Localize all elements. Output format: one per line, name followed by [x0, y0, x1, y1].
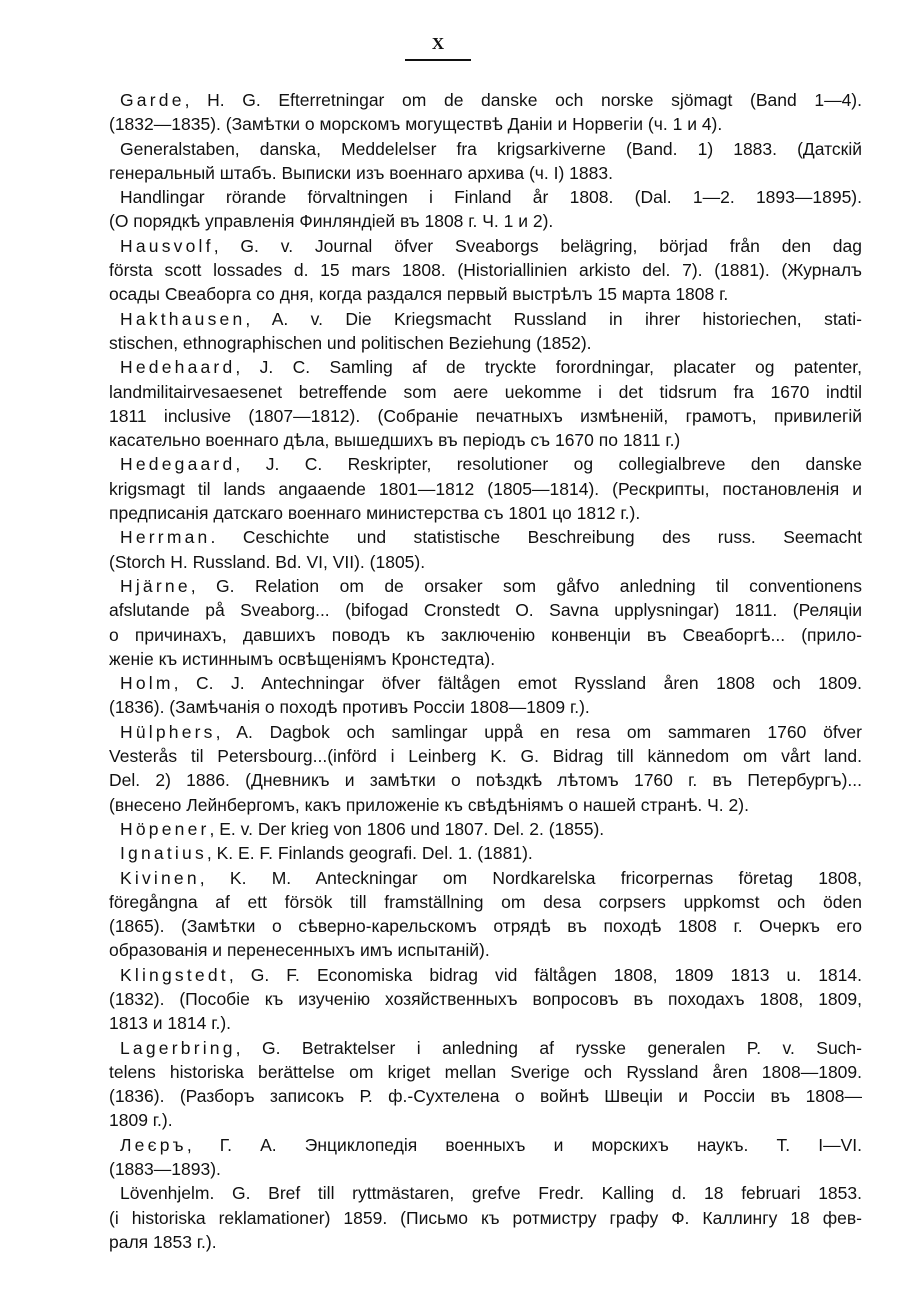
- entry-line: [109, 1206, 862, 1230]
- bibliography-entry: [109, 841, 862, 865]
- entry-author: Herrman: [120, 527, 211, 548]
- entry-line: [109, 501, 862, 525]
- entry-text: , J. C. Samling af de tryckte forordningar, placater og patenter,: [235, 357, 862, 378]
- entry-line: [109, 258, 862, 282]
- entry-text: föregångna af ett försök till framställning om desa corpsers uppkomst och öden: [109, 891, 862, 912]
- entry-text: Handlingar rörande förvaltningen i Finland år 1808. (Dal. 1—2. 1893—1895).: [120, 187, 862, 208]
- entry-text: о причинахъ, давшихъ поводъ къ заключенію конвенціи въ Свеаборгѣ... (прило-: [109, 624, 862, 645]
- entry-author: Garde: [120, 90, 185, 110]
- bibliography-list: [109, 88, 862, 1254]
- entry-line: [109, 866, 862, 890]
- entry-text: (i historiska reklamationer) 1859. (Письмо къ ротмистру графу Ф. Каллингу 18 фев-: [109, 1207, 862, 1228]
- entry-text: (внесено Лейнбергомъ, какъ приложеніе къ свѣдѣніямъ о нашей странѣ. Ч. 2).: [109, 794, 749, 815]
- bibliography-entry: [109, 525, 862, 574]
- entry-author: Kivinen: [120, 867, 200, 888]
- entry-author: Höpener: [120, 818, 210, 839]
- entry-line: [109, 380, 862, 404]
- entry-line: [109, 623, 862, 647]
- entry-line: [109, 112, 862, 136]
- entry-text: Lövenhjelm. G. Bref till ryttmästaren, grefve Fredr. Kalling d. 18 februari 1853.: [120, 1183, 862, 1204]
- entry-text: (1836). (Замѣчанія о походѣ противъ Россіи 1808—1809 г.).: [109, 697, 590, 718]
- entry-line: [109, 428, 862, 452]
- entry-line: [109, 1036, 862, 1060]
- entry-text: , K. E. F. Finlands geografi. Del. 1. (1881).: [206, 843, 533, 864]
- entry-text: , K. M. Anteckningar om Nordkarelska fricorpernas företag 1808,: [199, 867, 862, 888]
- entry-line: [109, 938, 862, 962]
- entry-line: [109, 1230, 862, 1254]
- entry-author: Klingstedt: [120, 964, 229, 985]
- entry-text: Vesterås til Petersbourg...(införd i Leinberg K. G. Bidrag till kännedom om vårt land.: [109, 746, 862, 767]
- bibliography-entry: [109, 574, 862, 671]
- entry-line: [109, 914, 862, 938]
- entry-text: (1883—1893).: [109, 1159, 221, 1180]
- entry-line: [109, 88, 862, 112]
- entry-text: , G. F. Economiska bidrag vid fältågen 1808, 1809 1813 u. 1814.: [228, 964, 862, 985]
- entry-text: . Ceschichte und statistische Beschreibung des russ. Seemacht: [210, 527, 862, 548]
- entry-text: Generalstaben, danska, Meddelelser fra krigsarkiverne (Band. 1) 1883. (Датскій: [120, 138, 862, 159]
- entry-line: [109, 1108, 862, 1132]
- entry-author: Ignatius: [120, 843, 207, 864]
- entry-line: [109, 307, 862, 331]
- bibliography-entry: [109, 671, 862, 720]
- entry-text: krigsmagt til lands angaaende 1801—1812 (1805—1814). (Рескрипты, постановленія и: [109, 478, 862, 499]
- entry-line: [109, 1133, 862, 1157]
- entry-text: afslutande på Sveaborg... (bifogad Cronstedt O. Savna upplysningar) 1811. (Реляціи: [109, 600, 862, 621]
- entry-text: 1811 inclusive (1807—1812). (Собраніе печатныхъ измѣненій, грамотъ, привилегій: [109, 405, 862, 426]
- entry-text: (1832). (Пособіе къ изученію хозяйственныхъ вопросовъ въ походахъ 1808, 1809,: [109, 988, 862, 1009]
- entry-text: första scott lossades d. 15 mars 1808. (Historiallinien arkisto del. 7). (1881). (Журналъ: [109, 260, 862, 281]
- entry-text: landmilitairvesaesenet betreffende som aere uekomme i det tidsrum fra 1670 indtil: [109, 381, 862, 402]
- entry-text: предписанія датскаго военнаго министерства съ 1801 цо 1812 г.).: [109, 503, 641, 524]
- entry-line: [109, 1181, 862, 1205]
- entry-line: [109, 793, 862, 817]
- bibliography-entry: [109, 720, 862, 817]
- entry-line: [109, 744, 862, 768]
- entry-text: , Г. А. Энциклопедія военныхъ и морскихъ наукъ. Т. I—VI.: [186, 1134, 862, 1155]
- entry-text: касательно военнаго дѣла, вышедшихъ въ періодъ съ 1670 по 1811 г.): [109, 430, 681, 451]
- entry-line: [109, 1084, 862, 1108]
- entry-line: [109, 477, 862, 501]
- entry-line: [109, 647, 862, 671]
- bibliography-entry: [109, 1133, 862, 1182]
- page-number: X: [431, 34, 445, 53]
- entry-line: [109, 720, 862, 744]
- entry-line: [109, 331, 862, 355]
- entry-text: (1832—1835). (Замѣтки о морскомъ могуществѣ Даніи и Норвегіи (ч. 1 и 4).: [109, 114, 723, 135]
- entry-line: [109, 598, 862, 622]
- entry-author: Hülphers: [120, 721, 216, 742]
- bibliography-entry: [109, 355, 862, 452]
- bibliography-entry: [109, 817, 862, 841]
- entry-text: , G. Relation om de orsaker som gåfvo anledning til conventionens: [190, 575, 862, 596]
- entry-line: [109, 185, 862, 209]
- entry-author: Hedehaard: [120, 357, 236, 378]
- entry-text: осады Свеаборга со дня, когда раздался первый выстрѣлъ 15 марта 1808 г.: [109, 284, 729, 305]
- entry-line: [109, 695, 862, 719]
- entry-text: , E. v. Der krieg von 1806 und 1807. Del. 2. (1855).: [209, 818, 605, 839]
- entry-line: [109, 452, 862, 476]
- entry-line: [109, 768, 862, 792]
- entry-text: , A. v. Die Kriegsmacht Russland in ihrer historiechen, stati-: [245, 308, 862, 329]
- entry-line: [109, 1011, 862, 1035]
- entry-text: , H. G. Efterretningar om de danske och norske sjömagt (Band 1—4).: [184, 90, 862, 110]
- entry-text: , G. v. Journal öfver Sveaborgs belägring, börjad från den dag: [213, 235, 862, 256]
- entry-line: [109, 963, 862, 987]
- entry-line: [109, 525, 862, 549]
- bibliography-entry: [109, 963, 862, 1036]
- entry-line: [109, 574, 862, 598]
- bibliography-entry: [109, 185, 862, 234]
- entry-line: [109, 137, 862, 161]
- entry-text: раля 1853 г.).: [109, 1231, 217, 1252]
- entry-author: Леєръ: [120, 1134, 187, 1155]
- entry-line: [109, 550, 862, 574]
- bibliography-entry: [109, 866, 862, 963]
- entry-text: , G. Betraktelser i anledning af rysske generalen P. v. Such-: [235, 1037, 862, 1058]
- entry-text: образованія и перенесенныхъ имъ испытаній).: [109, 940, 490, 961]
- entry-line: [109, 1157, 862, 1181]
- entry-line: [109, 1060, 862, 1084]
- entry-line: [109, 817, 862, 841]
- entry-line: [109, 841, 862, 865]
- entry-text: telens historiska berättelse om kriget mellan Sverige och Ryssland åren 1808—1809.: [109, 1061, 862, 1082]
- entry-author: Hjärne: [120, 575, 191, 596]
- page-number-rule: [405, 59, 471, 61]
- entry-line: [109, 209, 862, 233]
- entry-line: [109, 404, 862, 428]
- entry-text: , J. C. Reskripter, resolutioner og collegialbreve den danske: [235, 454, 862, 475]
- entry-text: , A. Dagbok och samlingar uppå en resa om sammaren 1760 öfver: [215, 721, 862, 742]
- entry-text: (1836). (Разборъ записокъ Р. ф.-Сухтелена о войнѣ Швеціи и Россіи въ 1808—: [109, 1086, 862, 1107]
- entry-line: [109, 987, 862, 1011]
- bibliography-entry: [109, 1036, 862, 1133]
- entry-author: Holm: [120, 673, 174, 694]
- entry-text: 1809 г.).: [109, 1110, 173, 1131]
- entry-author: Lagerbring: [120, 1037, 236, 1058]
- entry-text: (1865). (Замѣтки о сѣверно-карельскомъ отрядѣ въ походѣ 1808 г. Очеркъ его: [109, 916, 862, 937]
- entry-text: 1813 и 1814 г.).: [109, 1013, 232, 1034]
- bibliography-entry: [109, 1181, 862, 1254]
- entry-text: женіе къ истиннымъ освѣщеніямъ Кронстедта).: [109, 648, 496, 669]
- bibliography-entry: [109, 452, 862, 525]
- entry-line: [109, 890, 862, 914]
- entry-text: (О порядкѣ управленія Финляндіей въ 1808 г. Ч. 1 и 2).: [109, 211, 554, 232]
- entry-author: Hausvolf: [120, 235, 214, 256]
- entry-text: , C. J. Antechningar öfver fältågen emot Ryssland åren 1808 och 1809.: [173, 673, 862, 694]
- entry-line: [109, 355, 862, 379]
- entry-line: [109, 161, 862, 185]
- bibliography-entry: [109, 88, 862, 137]
- entry-text: Del. 2) 1886. (Дневникъ и замѣтки о поѣздкѣ лѣтомъ 1760 г. въ Петербургъ)...: [109, 770, 862, 791]
- entry-author: Hakthausen: [120, 308, 246, 329]
- entry-line: [109, 234, 862, 258]
- entry-text: (Storch H. Russland. Bd. VI, VII). (1805).: [109, 551, 426, 572]
- entry-author: Hedegaard: [120, 454, 236, 475]
- bibliography-entry: [109, 137, 862, 186]
- bibliography-entry: [109, 307, 862, 356]
- entry-text: stischen, ethnographischen und politischen Beziehung (1852).: [109, 332, 592, 353]
- entry-text: генеральный штабъ. Выписки изъ военнаго архива (ч. I) 1883.: [109, 162, 613, 183]
- bibliography-entry: [109, 234, 862, 307]
- entry-line: [109, 671, 862, 695]
- entry-line: [109, 282, 862, 306]
